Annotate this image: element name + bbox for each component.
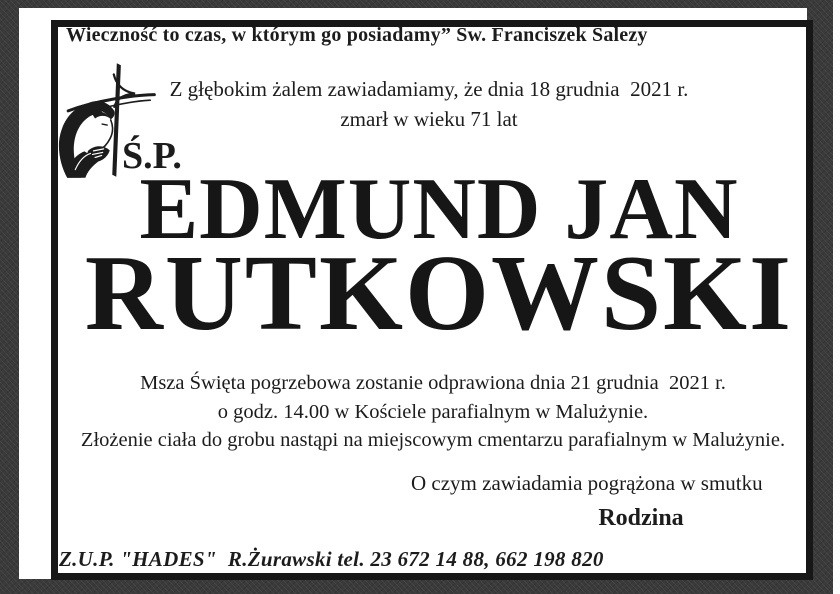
deceased-last-name: RUTKOWSKI <box>84 234 794 353</box>
closing-block <box>411 471 763 532</box>
funeral-home-footer: Z.U.P. "HADES" R.Żurawski tel. 23 672 14 88, 662 198 820 <box>59 547 604 571</box>
announcement-card <box>19 8 807 579</box>
service-details-block <box>47 369 819 455</box>
service-line-3: Złożenie ciała do grobu nastąpi na miejscowym cmentarzu parafialnym w Malużynie. <box>80 429 786 451</box>
announcement-line-1: Z głębokim żalem zawiadamiamy, że dnia 18 grudnia 2021 r. <box>169 77 689 101</box>
service-line-2: o godz. 14.00 w Kościele parafialnym w Malużynie. <box>217 400 649 423</box>
deceased-first-names: EDMUND JAN <box>139 161 739 258</box>
quote-line: Wieczność to czas, w którym go posiadamy” Św. Franciszek Salezy <box>66 24 648 46</box>
closing-signature: Rodzina <box>598 505 684 531</box>
sp-abbreviation: Ś.P. <box>122 135 182 177</box>
announcement-line-2: zmarł w wieku 71 lat <box>340 107 518 131</box>
service-line-1: Msza Święta pogrzebowa zostanie odprawiona dnia 21 grudnia 2021 r. <box>140 372 726 394</box>
scan-page-edge <box>833 0 840 594</box>
closing-line: O czym zawiadamia pogrążona w smutku <box>411 471 763 495</box>
announcement-block <box>109 74 749 134</box>
